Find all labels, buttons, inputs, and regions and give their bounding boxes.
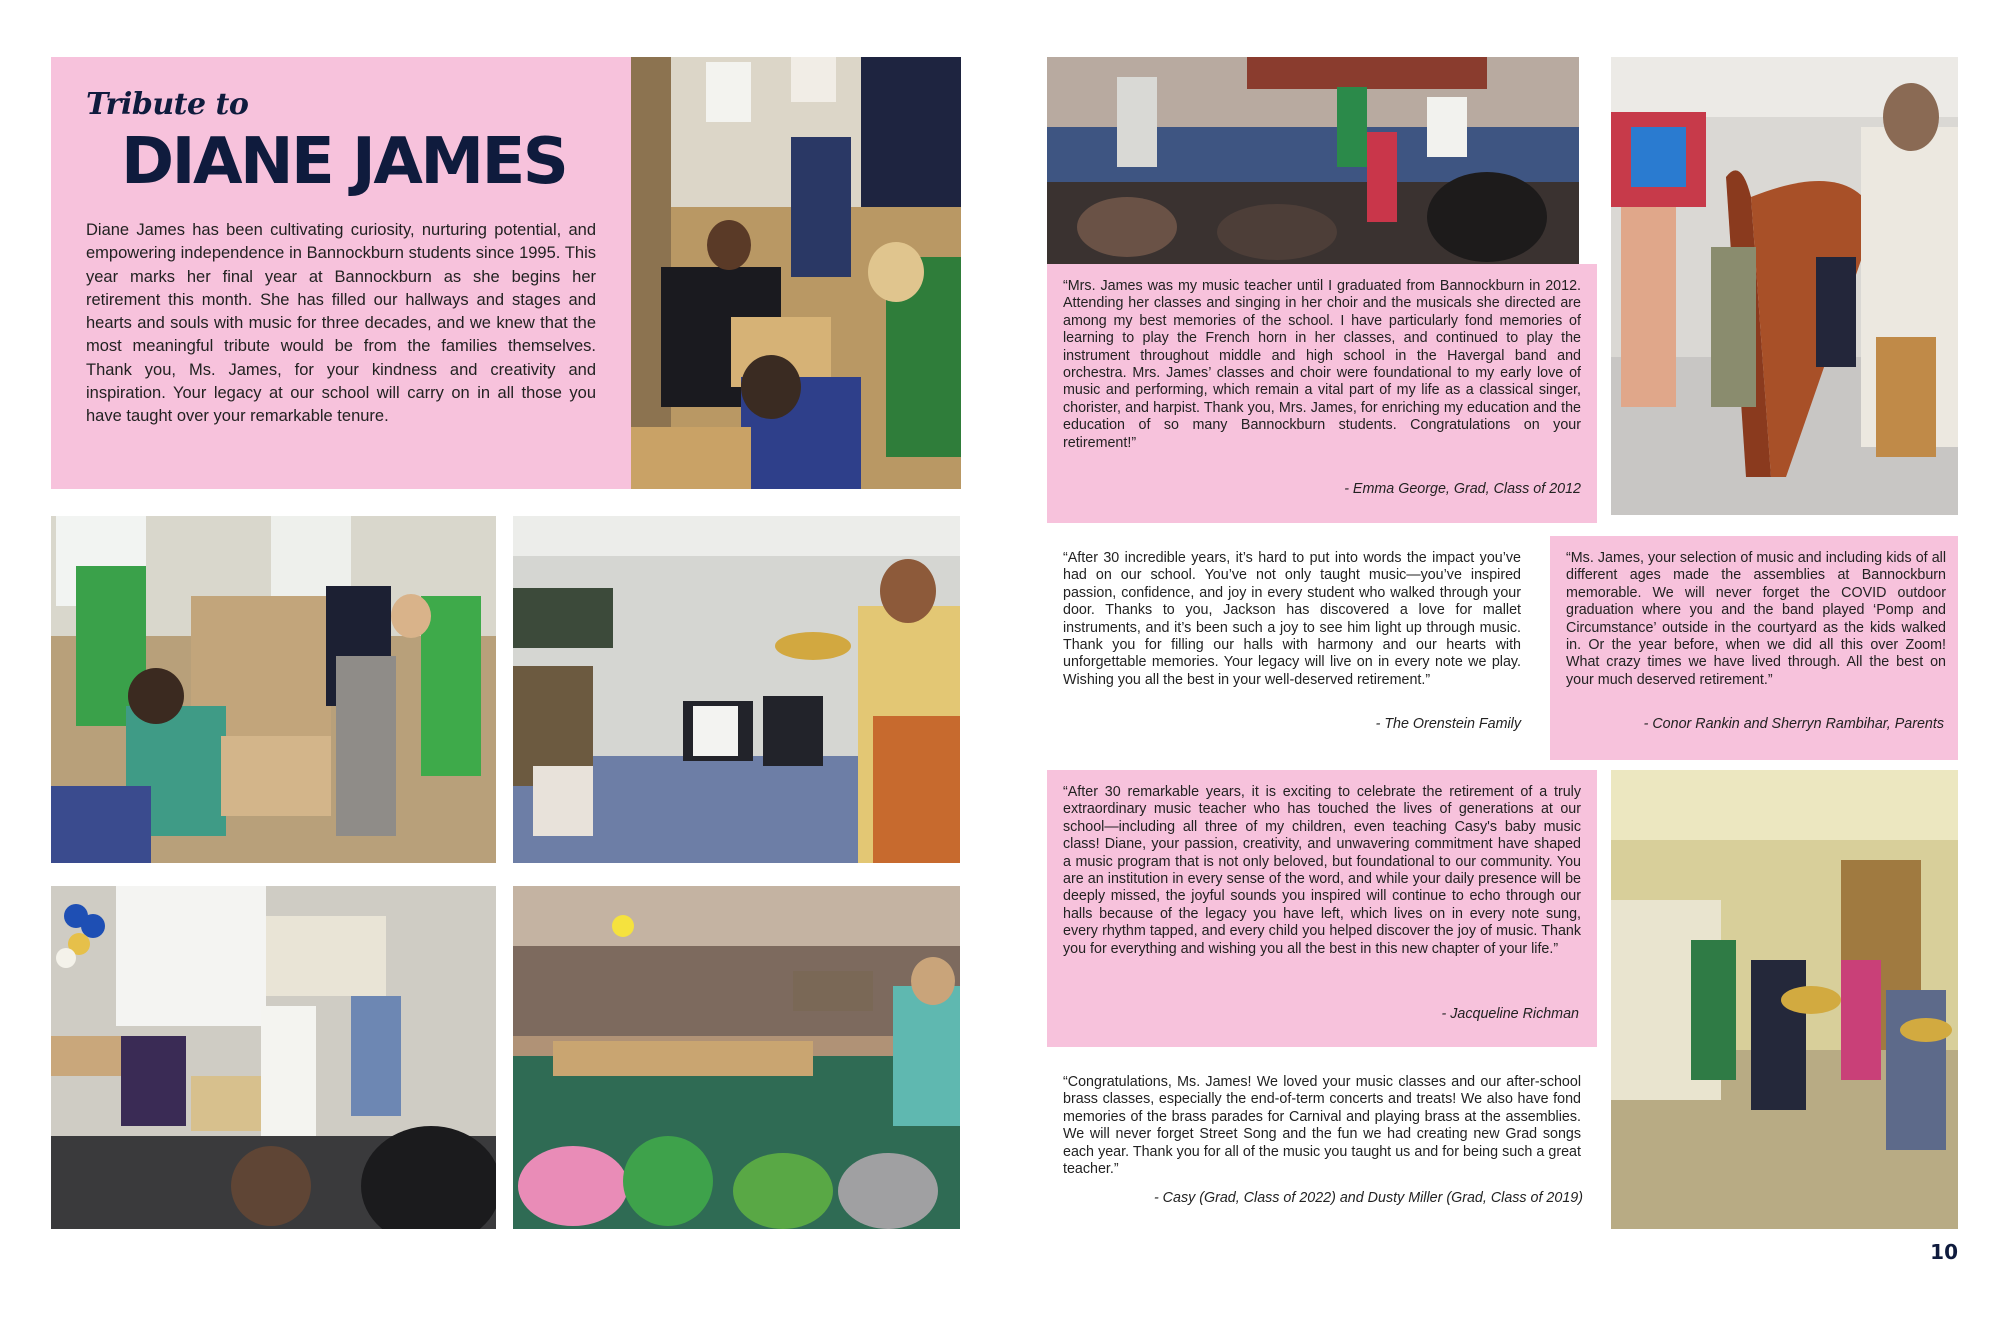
quote-attribution: - Conor Rankin and Sherryn Rambihar, Parents <box>1643 716 1944 732</box>
quote-attribution: - Casy (Grad, Class of 2022) and Dusty Miller (Grad, Class of 2019) <box>1153 1190 1583 1206</box>
quote-text: “Ms. James, your selection of music and including kids of all different ages made the assemblies at Bannockburn memorable. We will never forget the COVID outdoor graduation where you and the band played ‘Pomp and Circumstance’ outside in the courtyard as the kids walked in. Or the year before, when we did all this over Zoom! What crazy times we have lived through. All the best on your much deserved retirement.” <box>1566 550 1946 688</box>
quote-card-casy-dusty-miller <box>1047 1060 1597 1220</box>
quote-text: “Congratulations, Ms. James! We loved your music classes and our after-school brass classes, especially the end-of-term concerts and treats! We also have fond memories of the brass parades for Carnival and playing brass at the assemblies. We will never forget Street Song and the fun we had creating new Grad songs each year. Thank you for all of the music you taught us and for being such a great teacher.” <box>1063 1074 1581 1178</box>
quote-text: “After 30 incredible years, it’s hard to put into words the impact you’ve had on our school. You’ve not only taught music—you’ve inspired passion, confidence, and joy in every student who walked through your door. Thanks to you, Jackson has discovered a love for mallet instruments, and it’s been such a joy to see him light up through music. Thank you for filling our halls with harmony and our hearts with unforgettable memories. Your legacy will live on in every note we play. Wishing you all the best in your well-deserved retirement.” <box>1063 550 1521 688</box>
photo-band-performance <box>1047 57 1579 264</box>
quote-card-emma-george <box>1047 264 1597 523</box>
quote-attribution: - Jacqueline Richman <box>1441 1006 1579 1022</box>
photo-trumpet-music-stands <box>513 516 960 863</box>
quote-card-jacqueline-richman <box>1047 770 1597 1047</box>
quote-card-rankin-rambihar <box>1550 536 1958 760</box>
photo-performance-balloons <box>51 886 496 1229</box>
tribute-heading: Tribute to <box>86 87 249 122</box>
quote-text: “After 30 remarkable years, it is exciting to celebrate the retirement of a truly extraordinary music teacher who has touched the lives of generations at our school—including all three of my children, even teaching Casy's baby music class! Diane, your passion, creativity, and unwavering commitment have shaped a music program that is not only beloved, but foundational to our community. You are an institution in every sense of the word, and while your daily presence will be deeply missed, the joyful sounds you inspired will continue to echo through our halls because of the legacy you have left, which lives on in every note sung, every rhythm tapped, and every child you helped discover the joy of music. Thank you for everything and wishing you all the best in this new chapter of your life.” <box>1063 784 1581 957</box>
photo-brass-parade <box>1611 770 1958 1229</box>
photo-teacher-harp <box>1611 57 1958 515</box>
quote-text: “Mrs. James was my music teacher until I graduated from Bannockburn in 2012. Attending her classes and singing in her choir and the musicals she directed are among my best memories of the school. I have particularly fond memories of learning to play the French horn in her classes, and continued to play the instrument throughout middle and high school in the Havergal band and orchestra. Mrs. James’ classes and choir were foundational to my early love of music and performing, which remain a vital part of my life as a classical singer, chorister, and harpist. Thank you, Mrs. James, for enriching my education and the education of so many Bannockburn students. Congratulations on your retirement!” <box>1063 278 1581 451</box>
photo-group-circle <box>513 886 960 1229</box>
page-number: 10 <box>1930 1240 1958 1264</box>
photo-children-xylophones <box>51 516 496 863</box>
intro-paragraph: Diane James has been cultivating curiosity, nurturing potential, and empowering independence in Bannockburn students since 1995. This year marks her final year at Bannockburn as she begins her retirement this month. She has filled our hallways and stages and hearts and souls with music for three decades, and we knew that the most meaningful tribute would be from the families themselves. Thank you, Ms. James, for your kindness and creativity and inspiration. Your legacy at our school will carry on in all those you have taught over your remarkable tenure. <box>86 221 596 426</box>
honoree-name: DIANE JAMES <box>121 125 567 199</box>
photo-classroom-mallets <box>631 57 961 489</box>
title-panel <box>51 57 631 489</box>
quote-attribution: - Emma George, Grad, Class of 2012 <box>1344 481 1581 497</box>
quote-attribution: - The Orenstein Family <box>1375 716 1521 732</box>
quote-card-orenstein <box>1047 536 1531 741</box>
